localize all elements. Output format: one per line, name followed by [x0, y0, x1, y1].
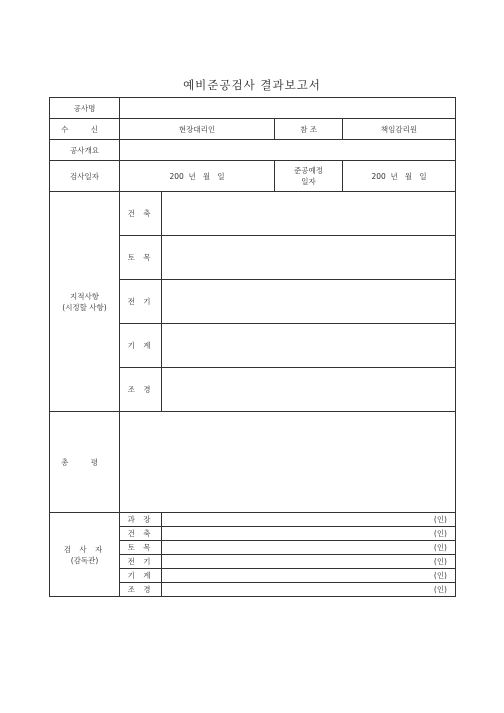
- report-form: [49, 97, 456, 597]
- general-review-label: 총 평: [50, 412, 120, 513]
- finding-content[interactable]: [162, 368, 456, 412]
- inspection-date-value: 200 년 월 일: [120, 161, 275, 192]
- completion-date-label-line2: 일자: [301, 177, 316, 186]
- finding-content[interactable]: [162, 192, 456, 236]
- document-title: 예비준공검사 결과보고서: [183, 78, 321, 92]
- inspectors-label-line2: (감독관): [70, 555, 99, 565]
- recipient-label: 수 신: [50, 119, 120, 140]
- inspector-row: [50, 513, 456, 527]
- findings-label-line2: (시정할 사항): [62, 302, 107, 312]
- inspection-date-label: 검사일자: [50, 161, 120, 192]
- completion-date-label-line1: 준공예정: [294, 166, 323, 175]
- inspector-role: 기 계: [120, 569, 162, 583]
- cc-value: 책임감리원: [343, 119, 456, 140]
- inspector-role: 토 목: [120, 541, 162, 555]
- recipient-value: 현장대리인: [120, 119, 275, 140]
- inspector-seal[interactable]: (인): [162, 583, 456, 597]
- overview-value[interactable]: [120, 140, 456, 161]
- recipient-row: [50, 119, 456, 140]
- cc-label: 참 조: [275, 119, 343, 140]
- finding-category: 전 기: [120, 280, 162, 324]
- inspector-seal[interactable]: (인): [162, 513, 456, 527]
- inspector-role: 전 기: [120, 555, 162, 569]
- finding-content[interactable]: [162, 280, 456, 324]
- general-review-row: [50, 412, 456, 513]
- findings-label-line1: 지적사항: [70, 291, 99, 301]
- inspector-role: 조 경: [120, 583, 162, 597]
- inspectors-label: [50, 513, 120, 597]
- inspector-seal[interactable]: (인): [162, 527, 456, 541]
- inspector-role: 건 축: [120, 527, 162, 541]
- finding-category: 건 축: [120, 192, 162, 236]
- inspection-date-row: [50, 161, 456, 192]
- general-review-content[interactable]: [120, 412, 456, 513]
- finding-content[interactable]: [162, 236, 456, 280]
- completion-date-label: [275, 161, 343, 192]
- project-name-value[interactable]: [120, 98, 456, 119]
- finding-category: 기 계: [120, 324, 162, 368]
- inspectors-label-line1: 검 사 자: [63, 544, 106, 554]
- inspector-seal[interactable]: (인): [162, 569, 456, 583]
- finding-category: 토 목: [120, 236, 162, 280]
- finding-category: 조 경: [120, 368, 162, 412]
- inspector-seal[interactable]: (인): [162, 541, 456, 555]
- finding-row: [50, 192, 456, 236]
- completion-date-value: 200 년 월 일: [343, 161, 456, 192]
- finding-content[interactable]: [162, 324, 456, 368]
- project-name-label: 공사명: [50, 98, 120, 119]
- project-name-row: [50, 98, 456, 119]
- findings-label: [50, 192, 120, 412]
- inspector-role: 과 장: [120, 513, 162, 527]
- inspector-seal[interactable]: (인): [162, 555, 456, 569]
- overview-label: 공사개요: [50, 140, 120, 161]
- overview-row: [50, 140, 456, 161]
